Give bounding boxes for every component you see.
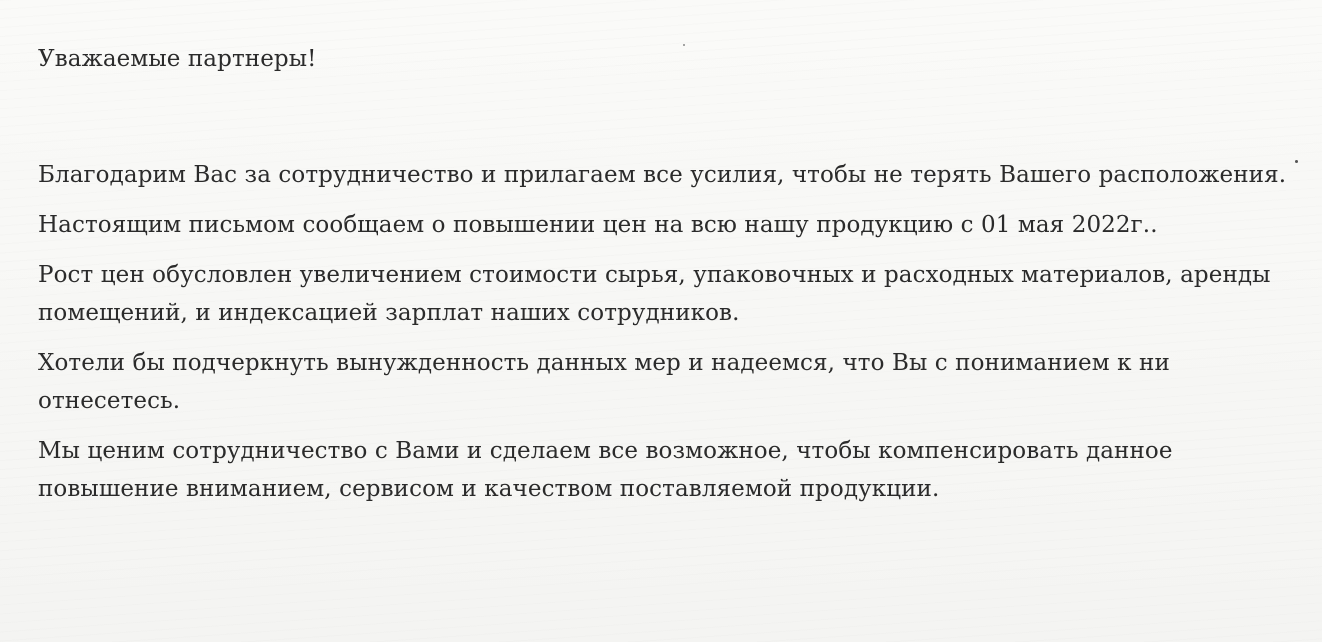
letter-body [38, 40, 1308, 520]
paragraph-gratitude: Благодарим Вас за сотрудничество и прилагаем все усилия, чтобы не терять Вашего расположения. [38, 162, 1287, 188]
paragraph-price-increase-notice: Настоящим письмом сообщаем о повышении цен на всю нашу продукцию с 01 мая 2022г.. [38, 212, 1158, 238]
scan-speck [1295, 160, 1298, 163]
scan-speck [683, 44, 685, 46]
letter-salutation: Уважаемые партнеры! [38, 46, 317, 72]
paragraph-understanding: Хотели бы подчеркнуть вынужденность данных мер и надеемся, что Вы с пониманием к ни отнесетесь. [38, 350, 1170, 414]
paragraph-compensation: Мы ценим сотрудничество с Вами и сделаем все возможное, чтобы компенсировать данное повышение вниманием, сервисом и качеством поставляемой продукции. [38, 438, 1173, 502]
paragraph-reasons: Рост цен обусловлен увеличением стоимости сырья, упаковочных и расходных материалов, аренды помещений, и индексацией зарплат наших сотрудников. [38, 262, 1271, 326]
